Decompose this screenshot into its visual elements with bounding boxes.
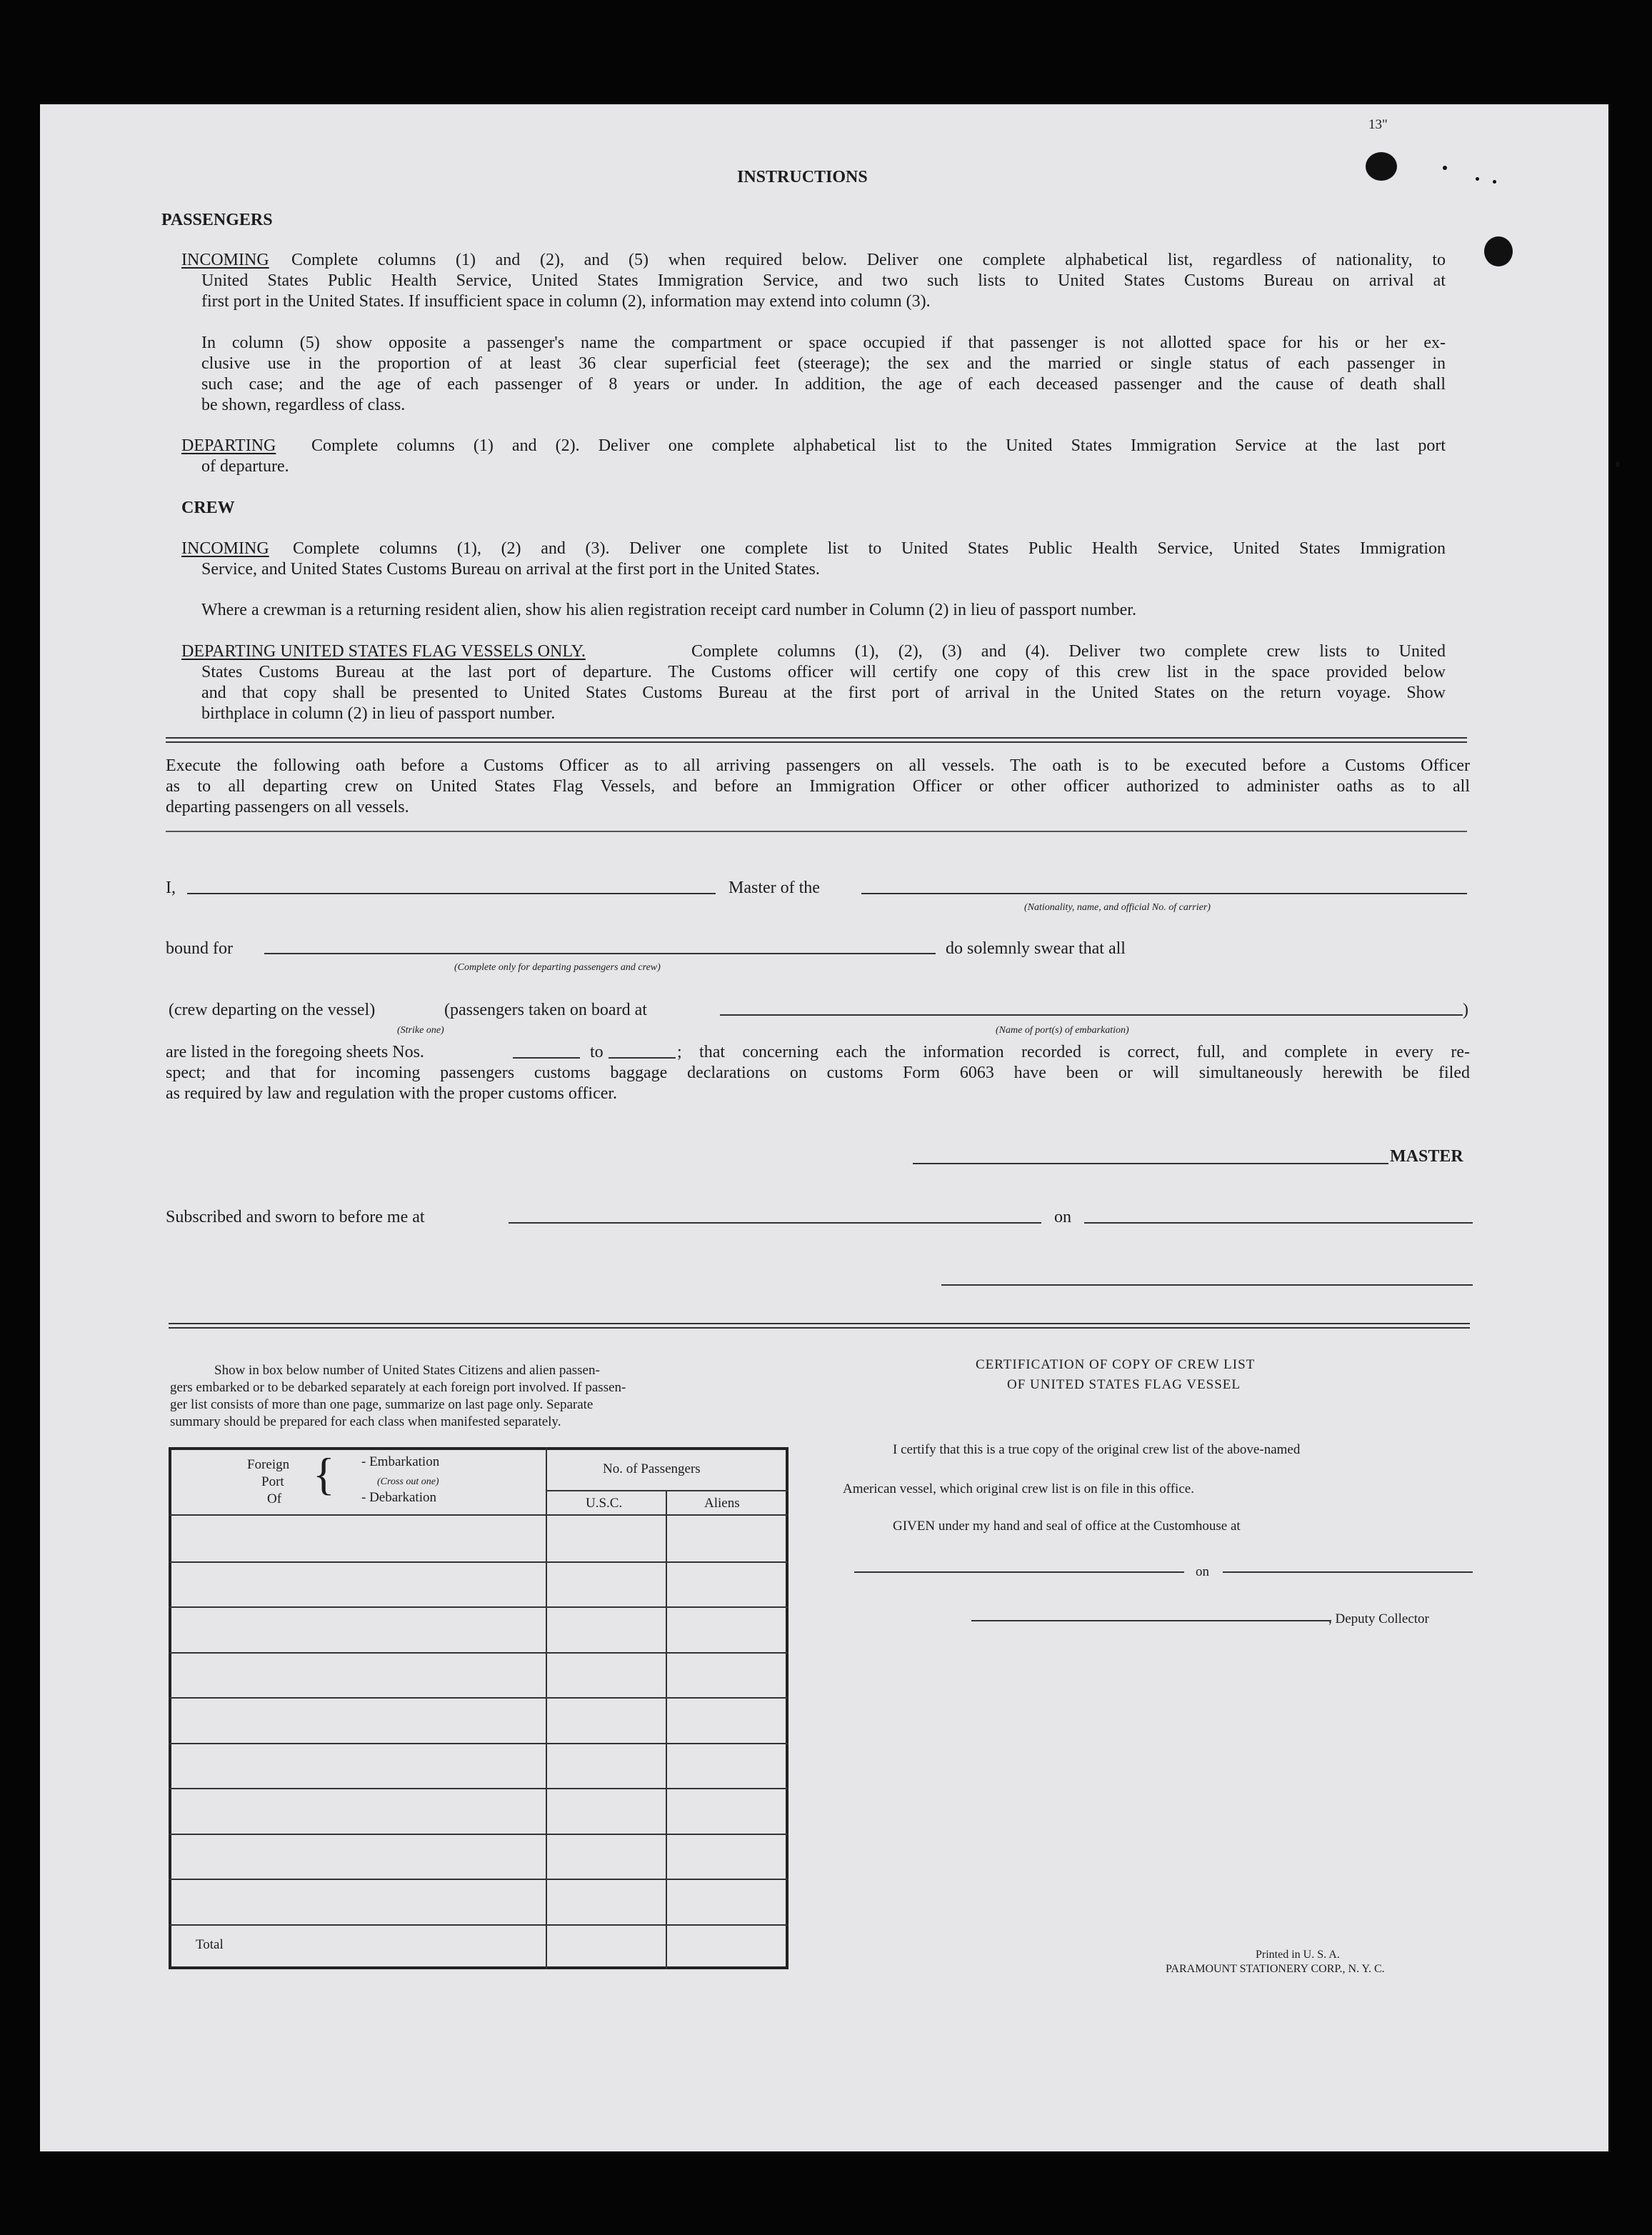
hole-punch-mark xyxy=(1366,152,1397,181)
column5-text-2: clusive use in the proportion of at least 36 clear superficial feet (steerage); the sex and the married or single status of each passenger in xyxy=(201,354,1446,373)
certify-on-label: on xyxy=(1196,1564,1209,1579)
oath-instructions-3: departing passengers on all vessels. xyxy=(166,798,409,816)
crew-departing-text-1: Complete columns (1), (2), (3) and (4). Deliver two complete crew lists to United xyxy=(691,642,1446,661)
listed-text-a: are listed in the foregoing sheets Nos. xyxy=(166,1043,424,1061)
passengers-departing-text-2: of departure. xyxy=(201,457,289,476)
debarkation-option[interactable]: - Debarkation xyxy=(361,1490,436,1505)
table-row-line xyxy=(169,1652,789,1654)
table-header-divider xyxy=(546,1490,789,1491)
sworn-date-field[interactable] xyxy=(1084,1222,1473,1224)
deputy-collector-label: , Deputy Collector xyxy=(1328,1611,1429,1626)
swear-label: do solemnly swear that all xyxy=(946,939,1126,958)
crew-heading: CREW xyxy=(181,499,235,517)
summary-instructions-1: Show in box below number of United States Citizens and alien passen- xyxy=(214,1363,600,1378)
officer-signature-field[interactable] xyxy=(941,1284,1473,1286)
listed-to-label: to xyxy=(590,1043,604,1061)
passengers-incoming-text-3: first port in the United States. If insufficient space in column (2), information may extend into column (3). xyxy=(201,292,931,311)
table-row-line xyxy=(169,1879,789,1880)
table-header-bottom xyxy=(169,1514,789,1516)
printer-label: PARAMOUNT STATIONERY CORP., N. Y. C. xyxy=(1166,1963,1385,1975)
crew-departing-label: DEPARTING UNITED STATES FLAG VESSELS ONLY. xyxy=(181,642,586,661)
crew-departing-text-3: and that copy shall be presented to United States Customs Bureau at the first port of arrival in the United States on the return voyage. Show xyxy=(201,684,1446,702)
oath-instructions-1: Execute the following oath before a Customs Officer as to all arriving passengers on all vessels. The oath is to be executed before a Customs Officer xyxy=(166,756,1470,775)
table-row-line xyxy=(169,1788,789,1789)
total-label: Total xyxy=(196,1937,224,1952)
certify-line-2: American vessel, which original crew list is on file in this office. xyxy=(843,1481,1194,1496)
listed-text-b: ; that concerning each the information recorded is correct, full, and complete in every re- xyxy=(677,1043,1470,1061)
carrier-hint: (Nationality, name, and official No. of carrier) xyxy=(1024,902,1211,913)
no-of-passengers-header: No. of Passengers xyxy=(603,1461,701,1476)
passengers-incoming-text-2: United States Public Health Service, United States Immigration Service, and two such lists to United States Customs Bureau on arrival at xyxy=(201,271,1446,290)
cross-out-hint: (Cross out one) xyxy=(377,1476,439,1487)
table-row-line xyxy=(169,1924,789,1926)
oath-instructions-2: as to all departing crew on United States Flag Vessels, and before an Immigration Officer or other officer authorized to administer oaths as to all xyxy=(166,777,1470,796)
sheet-from-field[interactable] xyxy=(513,1057,580,1059)
summary-instructions-2: gers embarked or to be debarked separately at each foreign port involved. If passen- xyxy=(170,1380,626,1395)
section-divider xyxy=(169,1323,1470,1329)
speck-mark xyxy=(1443,166,1447,170)
passengers-incoming-label: INCOMING xyxy=(181,251,269,269)
bound-for-label: bound for xyxy=(166,939,233,958)
passengers-taken-option[interactable]: (passengers taken on board at xyxy=(444,1001,647,1019)
summary-instructions-4: summary should be prepared for each class when manifested separately. xyxy=(170,1414,561,1429)
sheet-to-field[interactable] xyxy=(609,1057,676,1059)
strike-one-hint: (Strike one) xyxy=(397,1025,444,1036)
table-row-line xyxy=(169,1834,789,1835)
oath-i-label: I, xyxy=(166,879,176,897)
column5-text-1: In column (5) show opposite a passenger's name the compartment or space occupied if that passenger is not allotted space for his or her ex- xyxy=(201,334,1446,352)
master-signature-label: MASTER xyxy=(1390,1147,1463,1166)
column5-text-3: such case; and the age of each passenger of 8 years or under. In addition, the age of each deceased passenger and the cause of death shall xyxy=(201,375,1446,394)
aliens-header: Aliens xyxy=(704,1496,740,1511)
printed-in-label: Printed in U. S. A. xyxy=(1256,1949,1340,1961)
crew-departing-option[interactable]: (crew departing on the vessel) xyxy=(169,1001,376,1019)
embarkation-port-field[interactable] xyxy=(720,1014,1463,1016)
crew-incoming-text-2: Service, and United States Customs Bureau on arrival at the first port in the United States. xyxy=(201,560,820,579)
foreign-port-label: Foreign xyxy=(247,1457,290,1472)
subscribed-label: Subscribed and sworn to before me at xyxy=(166,1208,425,1226)
foreign-port-label: Of xyxy=(267,1491,282,1506)
column5-text-4: be shown, regardless of class. xyxy=(201,396,406,414)
oath-line-2: spect; and that for incoming passengers customs baggage declarations on customs Form 6063 have been or will simultaneously herewith be filed xyxy=(166,1064,1470,1082)
certify-line-3: GIVEN under my hand and seal of office at the Customhouse at xyxy=(893,1519,1241,1534)
deputy-signature-field[interactable] xyxy=(971,1620,1331,1621)
certification-title-1: CERTIFICATION OF COPY OF CREW LIST xyxy=(976,1357,1256,1372)
corner-mark: 13" xyxy=(1368,117,1388,132)
embarkation-option[interactable]: - Embarkation xyxy=(361,1454,440,1469)
section-divider xyxy=(166,831,1467,832)
crew-incoming-text-1: Complete columns (1), (2) and (3). Deliver one complete list to United States Public Health Service, United States Immigration xyxy=(293,539,1446,558)
usc-header: U.S.C. xyxy=(586,1496,623,1511)
passengers-incoming-text-1: Complete columns (1) and (2), and (5) when required below. Deliver one complete alphabetical list, regardless of nationality, to xyxy=(291,251,1446,269)
sworn-on-label: on xyxy=(1054,1208,1071,1226)
speck-mark xyxy=(1476,177,1479,181)
brace-mark: { xyxy=(313,1449,335,1499)
speck-mark xyxy=(1493,180,1496,184)
sworn-place-field[interactable] xyxy=(509,1222,1041,1224)
crew-departing-text-2: States Customs Bureau at the last port of departure. The Customs officer will certify one copy of this crew list in the space provided below xyxy=(201,663,1446,681)
crew-alien-note: Where a crewman is a returning resident alien, show his alien registration receipt card number in Column (2) in lieu of passport number. xyxy=(201,601,1136,619)
section-divider xyxy=(166,737,1467,743)
certify-date-field[interactable] xyxy=(1223,1571,1473,1573)
speck-mark xyxy=(1616,461,1620,467)
master-signature-field[interactable] xyxy=(913,1163,1388,1164)
carrier-field[interactable] xyxy=(861,893,1467,894)
crew-incoming-label: INCOMING xyxy=(181,539,269,558)
summary-instructions-3: ger list consists of more than one page, summarize on last page only. Separate xyxy=(170,1397,594,1412)
table-row-line xyxy=(169,1743,789,1744)
master-of-the-label: Master of the xyxy=(729,879,820,897)
table-row-line xyxy=(169,1606,789,1608)
table-row-line xyxy=(169,1561,789,1563)
customhouse-field[interactable] xyxy=(854,1571,1184,1573)
passengers-departing-text-1: Complete columns (1) and (2). Deliver one complete alphabetical list to the United States Immigration Service at the last port xyxy=(311,436,1446,455)
foreign-port-label: Port xyxy=(261,1474,284,1489)
embarkation-hint: (Name of port(s) of embarkation) xyxy=(996,1025,1129,1036)
oath-line-3: as required by law and regulation with the proper customs officer. xyxy=(166,1084,618,1103)
passengers-departing-label: DEPARTING xyxy=(181,436,276,455)
hole-punch-mark xyxy=(1484,236,1513,266)
bound-for-hint: (Complete only for departing passengers and crew) xyxy=(454,962,661,973)
passenger-summary-table xyxy=(169,1447,789,1969)
certification-title-2: OF UNITED STATES FLAG VESSEL xyxy=(1007,1377,1241,1392)
close-paren: ) xyxy=(1463,1001,1468,1019)
passengers-heading: PASSENGERS xyxy=(161,211,273,229)
crew-departing-text-4: birthplace in column (2) in lieu of passport number. xyxy=(201,704,556,723)
instructions-title: INSTRUCTIONS xyxy=(737,168,868,186)
master-name-field[interactable] xyxy=(187,893,716,894)
bound-for-field[interactable] xyxy=(264,953,936,954)
table-row-line xyxy=(169,1697,789,1699)
certify-line-1: I certify that this is a true copy of the original crew list of the above-named xyxy=(893,1442,1301,1457)
table-col-divider xyxy=(546,1447,547,1969)
